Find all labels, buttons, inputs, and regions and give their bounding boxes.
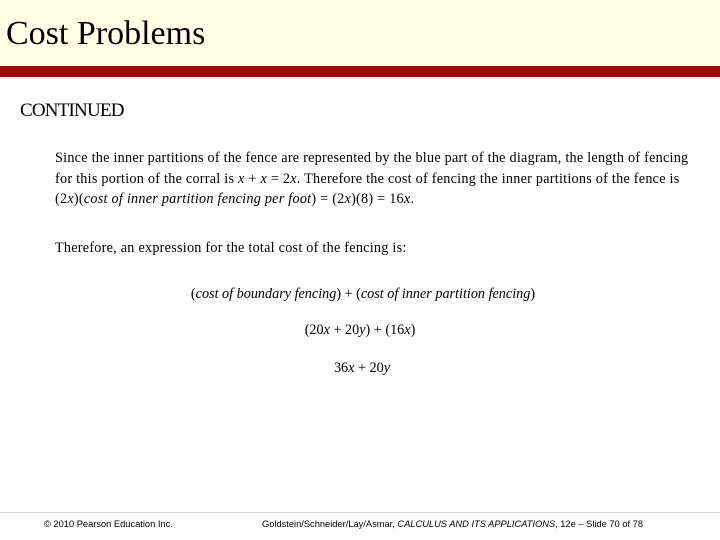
equation-cost-terms: (20x + 20y) + (16x) [304, 322, 416, 338]
footer-credit: Goldstein/Schneider/Lay/Asmar, CALCULUS AND ITS APPLICATIONS, 12e – Slide 70 of 78 [262, 519, 644, 529]
slide-subtitle: CONTINUED [20, 100, 124, 121]
paragraph-inner-partitions: Since the inner partitions of the fence are represented by the blue part of the diagram, the length of fencing for this portion of the corral is x + x = 2x. Therefore the cost of fencing the inner partitions of the fence is (2x)(cost of inner partition fencing per foot) = (2x)(8) = 16x. [55, 150, 689, 207]
paragraph-total-cost: Therefore, an expression for the total cost of the fencing is: [55, 240, 407, 256]
equation-cost-words: (cost of boundary fencing) + (cost of inner partition fencing) [190, 286, 536, 302]
equation-cost-simplified: 36x + 20y [333, 360, 391, 376]
footer-copyright: © 2010 Pearson Education Inc. [44, 519, 173, 529]
footer-divider [0, 512, 720, 513]
slide-title: Cost Problems [6, 15, 206, 52]
title-rule [0, 66, 720, 77]
